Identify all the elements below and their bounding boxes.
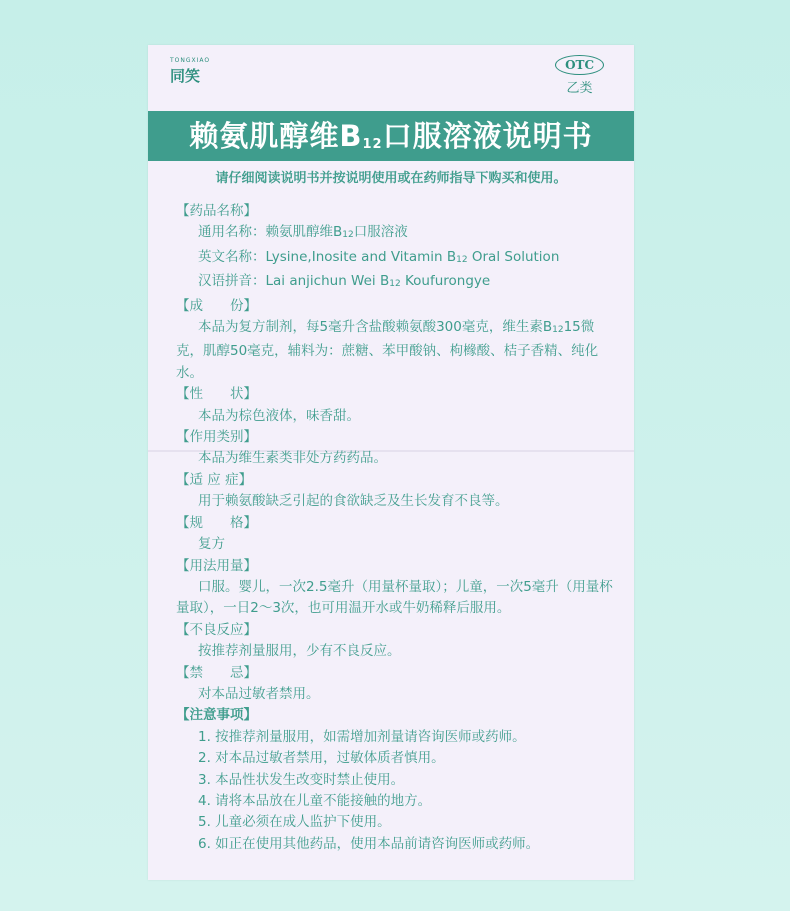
precaution-item: 1. 按推荐剂量服用，如需增加剂量请咨询医师或药师。: [198, 728, 526, 745]
pinyin-name-subscript: 12: [389, 279, 401, 290]
english-name: [176, 247, 616, 271]
indications-text: 用于赖氨酸缺乏引起的食欲缺乏及生长发育不良等。: [198, 493, 509, 510]
section-header-category: 【作用类别】: [176, 429, 257, 446]
brand-logo-name: 同笑: [170, 67, 201, 85]
generic-name: [176, 222, 616, 246]
title-subscript: 12: [362, 137, 383, 152]
properties-text: 本品为棕色液体，味香甜。: [198, 407, 360, 424]
title-text-after: 口服溶液说明书: [382, 119, 593, 153]
section-header-indications: 【适 应 症】: [176, 471, 253, 488]
section-header-properties: 【性 状】: [176, 386, 257, 403]
section-header-adverse-reactions: 【不良反应】: [176, 621, 257, 638]
composition-text: [176, 317, 616, 384]
generic-name-label: 通用名称：: [198, 224, 266, 241]
pinyin-name-label: 汉语拼音：: [198, 273, 266, 290]
english-name-value-end: Oral Solution: [467, 248, 560, 265]
leaflet: [148, 45, 634, 880]
dosage-text: 口服。婴儿，一次2.5毫升（用量杯量取）；儿童，一次5毫升（用量杯量取），一日2～3次，也可用温开水或牛奶稀释后服用。: [176, 578, 613, 617]
section-header-dosage: 【用法用量】: [176, 557, 257, 574]
section-header-precautions: 【注意事项】: [176, 707, 257, 724]
leaflet-content: [176, 201, 616, 855]
section-header-contraindications: 【禁 忌】: [176, 664, 257, 681]
composition-text-start: 本品为复方制剂，每5毫升含盐酸赖氨酸300毫克，维生素B: [198, 319, 553, 336]
precaution-item: 3. 本品性状发生改变时禁止使用。: [198, 771, 405, 788]
adverse-reactions-text: 按推荐剂量服用，少有不良反应。: [198, 643, 401, 660]
section-header-specification: 【规 格】: [176, 514, 257, 531]
generic-name-value-end: 口服溶液: [353, 224, 408, 241]
section-header-drug-name: 【药品名称】: [176, 203, 257, 219]
brand-logo-pinyin: TONGXIAO: [170, 57, 211, 64]
section-header-composition: 【成 份】: [176, 297, 257, 314]
generic-name-value: 赖氨肌醇维B: [265, 224, 343, 241]
english-name-subscript: 12: [456, 254, 468, 265]
otc-mark: [555, 55, 604, 96]
otc-badge: OTC: [555, 55, 604, 75]
contraindications-text: 对本品过敏者禁用。: [198, 685, 320, 702]
english-name-value: Lysine,Inosite and Vitamin B: [265, 248, 457, 265]
document-title: [148, 111, 634, 161]
leaflet-header: [148, 45, 634, 105]
generic-name-subscript: 12: [342, 230, 354, 241]
title-text-before: 赖氨肌醇维B: [189, 119, 363, 153]
precaution-item: 4. 请将本品放在儿童不能接触的地方。: [198, 792, 432, 809]
composition-text-end: 15微克，肌醇50毫克，辅料为：蔗糖、苯甲酸钠、枸橼酸、桔子香精、纯化水。: [176, 319, 599, 381]
precaution-item: 2. 对本品过敏者禁用，过敏体质者慎用。: [198, 750, 445, 767]
precaution-item: 6. 如正在使用其他药品，使用本品前请咨询医师或药师。: [198, 835, 540, 852]
specification-text: 复方: [198, 536, 225, 553]
pinyin-name: [176, 271, 616, 295]
pinyin-name-value-end: Koufurongye: [400, 273, 491, 290]
category-text: 本品为维生素类非处方药药品。: [198, 450, 387, 467]
usage-notice: 请仔细阅读说明书并按说明使用或在药师指导下购买和使用。: [215, 171, 567, 186]
english-name-label: 英文名称：: [198, 248, 266, 265]
pinyin-name-value: Lai anjichun Wei B: [265, 273, 390, 290]
brand-logo: [170, 57, 210, 86]
otc-class: 乙类: [566, 81, 593, 96]
precaution-item: 5. 儿童必须在成人监护下使用。: [198, 814, 391, 831]
composition-subscript: 12: [552, 325, 564, 336]
